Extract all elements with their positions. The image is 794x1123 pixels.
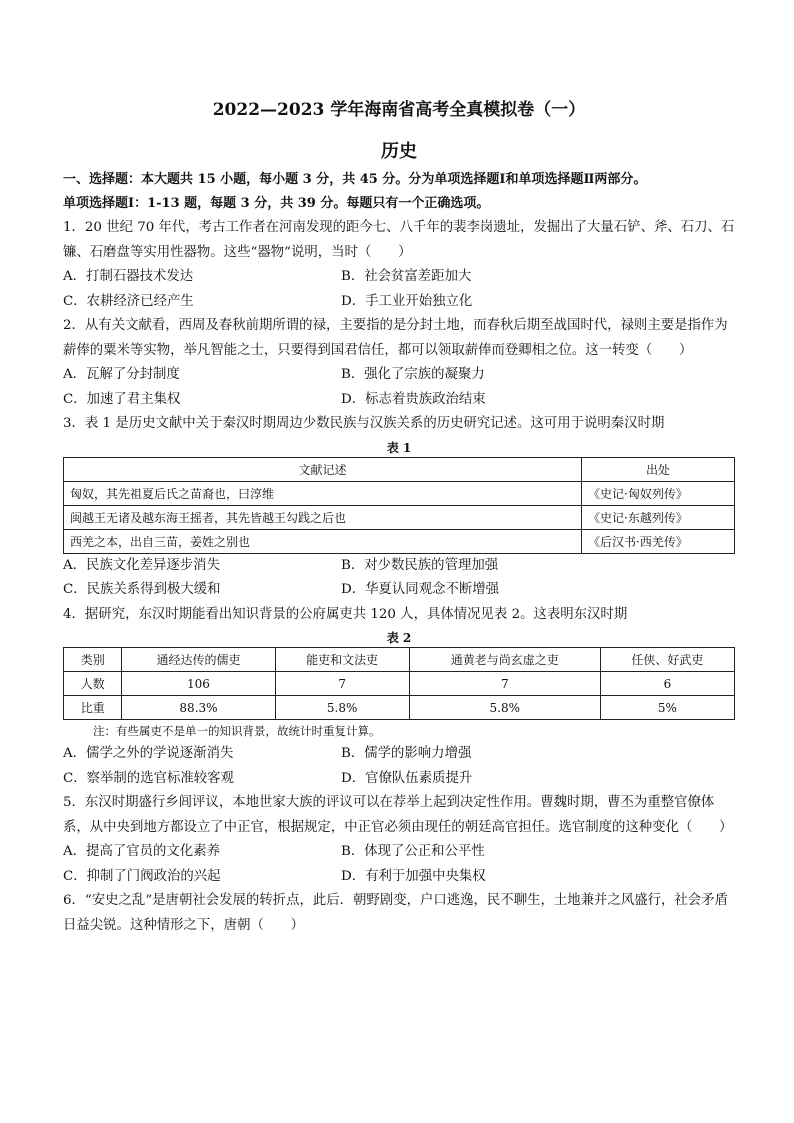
option-b: B．体现了公正和公平性 (341, 844, 485, 859)
option-c: C．农耕经济已经产生 (63, 293, 194, 309)
table-row (64, 696, 735, 720)
table-row (64, 505, 735, 529)
table-2-note: 注：有些属吏不是单一的知识背景，故统计时重复计算。 (93, 724, 381, 738)
table-2-caption: 表 2 (386, 631, 412, 645)
table-header-row (64, 648, 735, 672)
question-2: 2．从有关文献看，西周及春秋前期所谓的禄，主要指的是分封土地，而春秋后期至战国时代，禄则主要是指作为薪俸的粟米等实物，举凡智能之士，只要得到国君信任，都可以领取薪俸而登卿相之位。这一转变（ ） (63, 318, 728, 358)
table-cell: 西羌之本，出自三苗，姜姓之别也 (64, 529, 582, 553)
table-header-cell: 文献记述 (64, 457, 582, 481)
option-a: A．打制石器技术发达 (63, 269, 194, 284)
table-header-cell: 能吏和文法吏 (275, 648, 409, 672)
table-cell: 匈奴，其先祖夏后氏之苗裔也，曰淳维 (64, 481, 582, 505)
table-header-cell: 出处 (582, 457, 735, 481)
table-header-cell: 任侠、好武吏 (600, 648, 734, 672)
table-row (64, 529, 735, 553)
option-c: C．民族关系得到极大缓和 (63, 582, 221, 597)
option-b: B．儒学的影响力增强 (341, 746, 472, 761)
option-d: D．标志着贵族政治结束 (341, 391, 486, 407)
question-6: 6．“安史之乱”是唐朝社会发展的转折点，此后．朝野剧变，户口逃逸，民不聊生，土地兼并之风盛行，社会矛盾日益尖锐。这种情形之下，唐朝（ ） (63, 893, 728, 933)
table-cell: 《史记·东越列传》 (582, 505, 735, 529)
option-a: A．提高了官员的文化素养 (63, 844, 220, 859)
option-a: A．民族文化差异逐步消失 (63, 557, 220, 573)
table-header-row (64, 457, 735, 481)
option-b: B．强化了宗族的凝聚力 (341, 367, 485, 382)
table-header-cell: 通经达传的儒吏 (122, 648, 275, 672)
table-cell: 5.8% (275, 696, 409, 720)
table-cell: 比重 (64, 696, 122, 720)
question-1-options (63, 265, 735, 314)
table-1-caption: 表 1 (386, 440, 412, 455)
option-b: B．社会贫富差距加大 (341, 269, 472, 284)
table-cell: 5.8% (409, 696, 600, 720)
option-a: A．儒学之外的学说逐渐消失 (63, 746, 234, 761)
table-row (64, 672, 735, 696)
table-cell: 《后汉书·西羌传》 (582, 529, 735, 553)
table-cell: 《史记·匈奴列传》 (582, 481, 735, 505)
table-cell: 闽越王无诸及越东海王摇者，其先皆越王勾践之后也 (64, 505, 582, 529)
section-heading: 一、选择题：本大题共 15 小题，每小题 3 分，共 45 分。分为单项选择题Ⅰ和单项选择题Ⅱ两部分。 (63, 172, 647, 187)
option-d: D．有利于加强中央集权 (341, 868, 486, 884)
exam-title: 2022—2023 学年海南省高考全真模拟卷（一） (212, 100, 586, 120)
question-4: 4．据研究，东汉时期能看出知识背景的公府属吏共 120 人，具体情况见表 2。这表明东汉时期 (63, 606, 628, 622)
question-4-options (63, 742, 735, 791)
question-1: 1．20 世纪 70 年代，考古工作者在河南发现的距今七、八千年的裴李岗遗址，发掘出了大量石铲、斧、石刀、石镰、石磨盘等实用性器物。这些“器物”说明，当时（ ） (63, 220, 735, 260)
table-cell: 人数 (64, 672, 122, 696)
table-row (64, 481, 735, 505)
table-cell: 7 (409, 672, 600, 696)
table-cell: 7 (275, 672, 409, 696)
table-cell: 5% (600, 696, 734, 720)
question-5: 5．东汉时期盛行乡闾评议，本地世家大族的评议可以在荐举上起到决定性作用。曹魏时期，曹丕为重整官僚体系，从中央到地方都设立了中正官，根据规定，中正官必须由现任的朝廷高官担任。选官制度的这种变化（ ） (63, 795, 733, 835)
subject-title: 历史 (381, 141, 417, 162)
option-b: B．对少数民族的管理加强 (341, 557, 499, 573)
table-header-cell: 类别 (64, 648, 122, 672)
option-c: C．察举制的选官标准较客观 (63, 770, 234, 786)
option-d: D．手工业开始独立化 (341, 293, 473, 309)
table-2 (63, 647, 735, 720)
exam-page (63, 98, 735, 938)
table-cell: 106 (122, 672, 275, 696)
table-1 (63, 457, 735, 554)
question-3-options (63, 554, 735, 603)
option-d: D．华夏认同观念不断增强 (341, 582, 500, 597)
option-d: D．官僚队伍素质提升 (341, 770, 473, 786)
table-cell: 88.3% (122, 696, 275, 720)
table-header-cell: 通黄老与尚玄虚之吏 (409, 648, 600, 672)
question-3: 3．表 1 是历史文献中关于秦汉时期周边少数民族与汉族关系的历史研究记述。这可用于说明秦汉时期 (63, 416, 665, 431)
option-c: C．抑制了门阀政治的兴起 (63, 868, 221, 884)
option-c: C．加速了君主集权 (63, 391, 181, 407)
table-cell: 6 (600, 672, 734, 696)
question-5-options (63, 840, 735, 889)
section-subheading: 单项选择题Ⅰ：1-13 题，每题 3 分，共 39 分。每题只有一个正确选项。 (63, 196, 490, 211)
question-2-options (63, 363, 735, 412)
option-a: A．瓦解了分封制度 (63, 367, 180, 382)
